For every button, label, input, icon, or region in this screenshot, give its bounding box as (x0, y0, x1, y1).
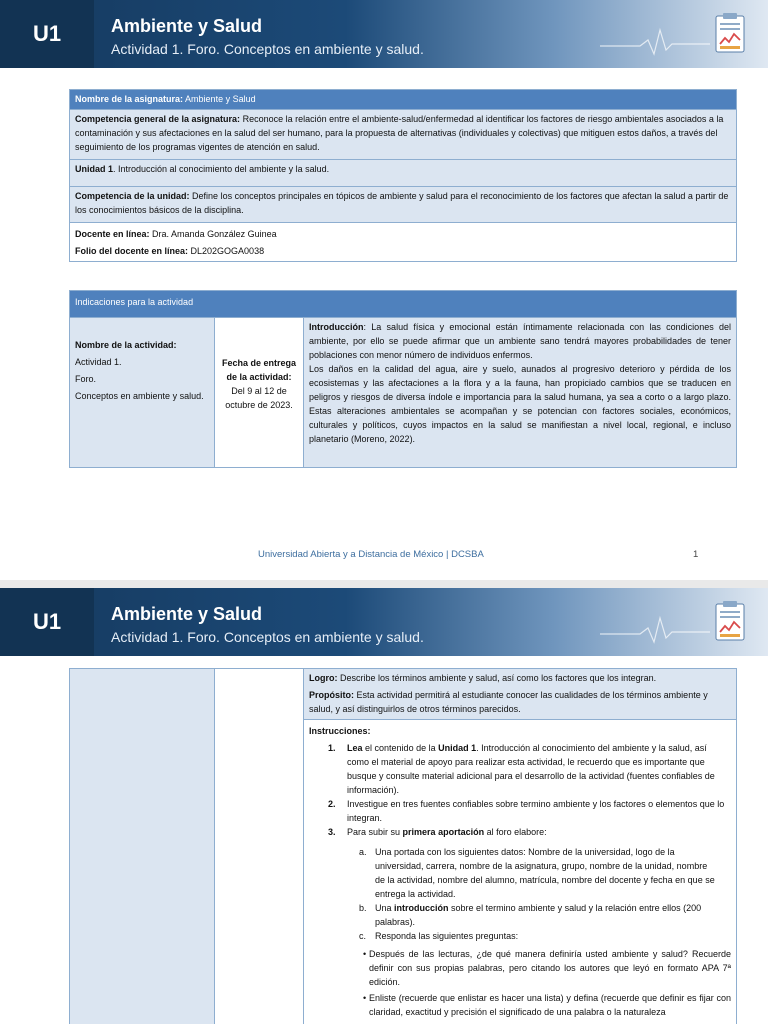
unit-banner (0, 0, 768, 68)
item-number: 2. (328, 799, 336, 809)
instructions-column (304, 668, 737, 1024)
unit-badge (0, 0, 94, 68)
footer-page-number: 1 (693, 549, 699, 560)
introduction-cell (304, 318, 737, 468)
instruction-item-3 (309, 825, 731, 839)
teacher-row (70, 223, 737, 262)
footer-university: Universidad Abierta y a Distancia de México | DCSBA (258, 549, 484, 560)
item3-text-b: al foro elabore: (486, 827, 547, 837)
page-separator (0, 580, 768, 588)
item2-text: Investigue en tres fuentes confiables sobre termino ambiente y los factores o elementos que lo integran. (347, 799, 725, 823)
logro-text: Describe los términos ambiente y salud, así como los factores que los integran. (340, 673, 657, 683)
unit-badge (0, 588, 94, 656)
question-bullet-1 (309, 947, 731, 989)
sub-a-text: Una portada con los siguientes datos: Nombre de la universidad, logo de la universidad, carrera, nombre de la asignatura, grupo, nombre de la unidad, nombre de la actividad, nombre del alumno, matrícula, nombre del docente y fecha en que se entrega la actividad. (375, 847, 715, 899)
bullet2-text: Enliste (recuerde que enlistar es hacer una lista) y defina (recuerde que definir es fijar con claridad, exactitud y precisión el significado de una palabra o la naturaleza (369, 993, 731, 1017)
unit-competence-row (70, 187, 737, 223)
activity-name-line: Foro. (75, 374, 97, 384)
item1-text-a: el contenido de la (365, 743, 436, 753)
delivery-date-cell (215, 318, 304, 468)
general-competence-label: Competencia general de la asignatura: (75, 114, 241, 124)
unit-label: U1 (32, 609, 62, 634)
unit-competence-text: Define los conceptos principales en tópicos de ambiente y salud para el reconocimiento de los factores que afectan la salud a partir de los conocimientos básicos de la disciplina. (75, 191, 729, 215)
subject-value: Ambiente y Salud (185, 94, 256, 104)
sub-item-a (309, 845, 731, 901)
unit-banner (0, 588, 768, 656)
sub-b-text-b: sobre el termino ambiente y salud y la relación entre ellos (200 palabras). (375, 903, 702, 927)
bullet1-text: Después de las lecturas, ¿de qué manera definiría usted ambiente y salud? Recuerde definir con sus propias palabras, pero citando los autores que leyó en formato APA 7ª edición. (369, 949, 731, 987)
activity-header: Indicaciones para la actividad (70, 291, 737, 318)
activity-name-cell (70, 318, 215, 468)
bullet-dot: • (363, 993, 367, 1003)
general-competence-row (70, 110, 737, 160)
activity-name-line: Actividad 1. (75, 357, 122, 367)
medical-chart-icon (714, 12, 746, 54)
introduction-paragraph-1: : La salud física y emocional están íntimamente relacionada con las condiciones del ambiente, por ello se puede afirmar que un ambiente sano tendrá mayores probabilidades de tener poblaciones con menor número de individuos enfermos. (309, 322, 731, 360)
activity-subtitle: Actividad 1. Foro. Conceptos en ambiente y salud. (111, 41, 424, 57)
logro-cell (304, 669, 736, 720)
teacher-label: Docente en línea: (75, 229, 150, 239)
item1-bold-verb: Lea (347, 743, 363, 753)
course-info-table (69, 89, 737, 262)
proposito-label: Propósito: (309, 690, 354, 700)
sub-item-letter: a. (359, 847, 367, 857)
unit-row-label: Unidad 1 (75, 164, 114, 174)
proposito-text: Esta actividad permitirá al estudiante conocer las cualidades de los términos ambiente y salud, y así distinguirlos de otros términos parecidos. (309, 690, 708, 714)
sub-b-text-a: Una (375, 903, 392, 913)
sub-item-letter: c. (359, 931, 367, 941)
activity-name-cell-continued (69, 668, 215, 1024)
unit-label: U1 (32, 21, 62, 46)
document-page-2 (0, 588, 768, 1024)
item-number: 1. (328, 743, 336, 753)
activity-table (69, 290, 737, 468)
course-title: Ambiente y Salud (111, 16, 263, 36)
delivery-date-value: Del 9 al 12 de octubre de 2023. (225, 386, 293, 410)
sub-item-letter: b. (359, 903, 367, 913)
item3-text-a: Para subir su (347, 827, 401, 837)
unit-row-text: . Introducción al conocimiento del ambiente y la salud. (113, 164, 330, 174)
bullet-dot: • (363, 949, 367, 959)
unit-row (70, 160, 737, 187)
teacher-name: Dra. Amanda González Guinea (152, 229, 277, 239)
delivery-date-cell-continued (215, 668, 304, 1024)
course-title: Ambiente y Salud (111, 604, 263, 624)
introduction-paragraph-2: Los daños en la calidad del agua, aire y suelo, aunados al progresivo deterioro y pérdida de los ecosistemas y las afectaciones a la flora y a la fauna, han propiciado cambios que se traducen en peligros y riesgos de diversa índole e importancia para la salud humana, ya sea a corto o a largo plazo. Estas alteraciones ambientales se acompañan y se potencian con factores sociales, económicos, culturales y políticos, cuyos impactos en la salud se manifiestan a nivel local, regional, e incluso planetario (Moreno, 2022). (309, 364, 731, 444)
heartbeat-line-icon (600, 598, 710, 648)
item1-text-b: . Introducción al conocimiento del ambiente y la salud, así como el material de apoyo para realizar esta actividad, le recuerdo que es importante que busque y consulte material adicional para el desarrollo de la actividad (fuentes confiables de información). (347, 743, 715, 795)
item1-unit: Unidad 1 (438, 743, 477, 753)
sub-item-b (309, 901, 731, 929)
folio-label: Folio del docente en línea: (75, 246, 189, 256)
subject-label: Nombre de la asignatura: (75, 94, 184, 104)
heartbeat-line-icon (600, 10, 710, 60)
sub-b-bold: introducción (394, 903, 449, 913)
instructions-label: Instrucciones: (309, 726, 371, 736)
item-number: 3. (328, 827, 336, 837)
logro-label: Logro: (309, 673, 338, 683)
instruction-item-2 (309, 797, 731, 825)
introduction-label: Introducción (309, 322, 364, 332)
item3-bold: primera aportación (402, 827, 485, 837)
folio-value: DL202GOGA0038 (190, 246, 265, 256)
instruction-item-1 (309, 741, 731, 797)
medical-chart-icon (714, 600, 746, 642)
sub-item-c (309, 929, 731, 943)
instructions-cell (304, 720, 736, 1019)
activity-name-line: Conceptos en ambiente y salud. (75, 391, 204, 401)
activity-name-label: Nombre de la actividad: (75, 340, 177, 350)
subject-row (70, 90, 737, 110)
sub-c-text: Responda las siguientes preguntas: (375, 931, 519, 941)
activity-subtitle: Actividad 1. Foro. Conceptos en ambiente y salud. (111, 629, 424, 645)
question-bullet-2 (309, 991, 731, 1019)
activity-continuation-table (69, 668, 737, 1024)
unit-competence-label: Competencia de la unidad: (75, 191, 190, 201)
delivery-date-label: Fecha de entrega de la actividad: (221, 358, 297, 382)
general-competence-text: Reconoce la relación entre el ambiente-salud/enfermedad al identificar los factores de riesgo ambientales asociados a la contaminación y sus afectaciones en la salud del ser humano, para la propuesta de alternativas (individuales y colectivas) que mitiguen estos daños, a través del seguimiento de los programas vigentes de atención en salud. (75, 114, 724, 152)
